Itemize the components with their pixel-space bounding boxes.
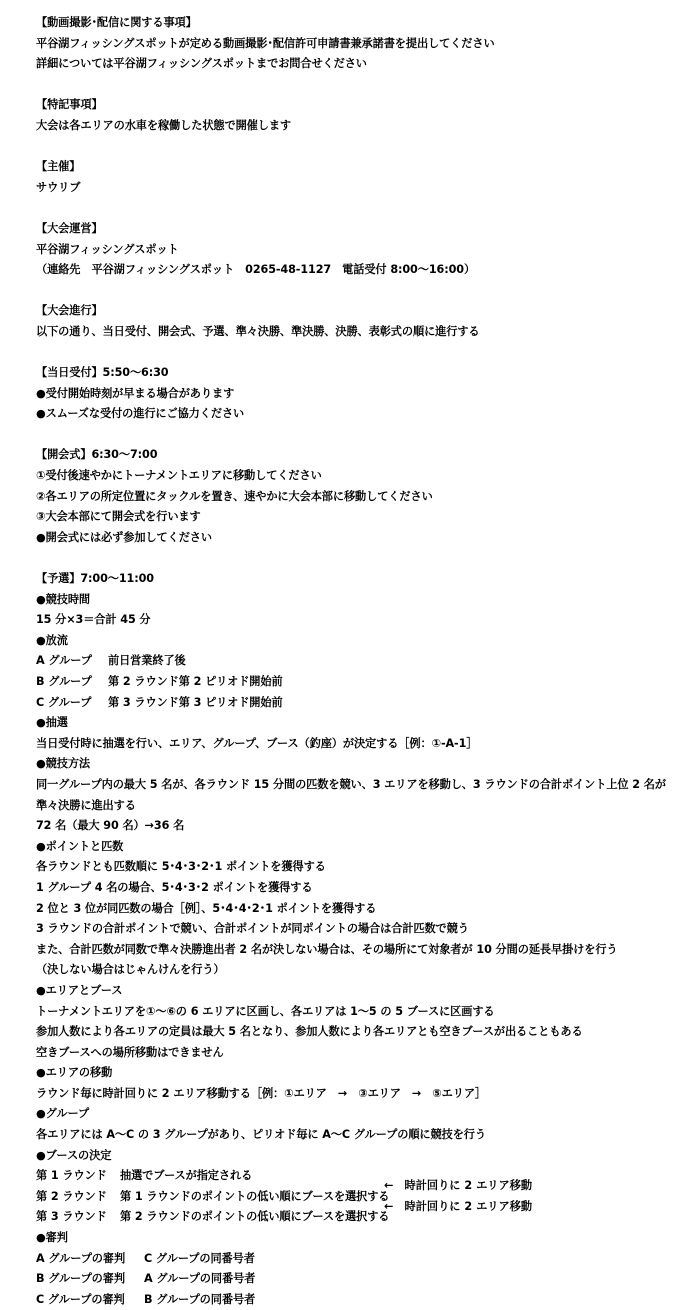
booth-row bbox=[36, 1187, 676, 1208]
opening-line-4: ●開会式には必ず参加してください bbox=[36, 530, 212, 544]
points-line-4: 3 ラウンドの合計ポイントで競い、合計ポイントが同ポイントの場合は合計匹数で競う bbox=[36, 922, 469, 936]
section-heading-opening: 【開会式】6:30～7:00 bbox=[36, 448, 158, 462]
points-line-2: 1 グループ 4 名の場合、5･4･3･2 ポイントを獲得する bbox=[36, 880, 313, 894]
reception-line-1: ●受付開始時刻が早まる場合があります bbox=[36, 386, 235, 400]
booth-round: 第 2 ラウンド bbox=[36, 1189, 107, 1203]
release-row bbox=[36, 672, 676, 693]
release-group: C グループ bbox=[36, 695, 92, 709]
booth-row bbox=[36, 1207, 676, 1228]
points-line-6: （決しない場合はじゃんけんを行う） bbox=[36, 963, 225, 977]
organizer-name: サウリブ bbox=[36, 180, 81, 194]
section-heading-organizer: 【主催】 bbox=[36, 160, 81, 174]
release-text: 第 2 ラウンド第 2 ピリオド開始前 bbox=[108, 675, 283, 688]
group-title: ●グループ bbox=[36, 1107, 90, 1121]
release-text: 前日営業終了後 bbox=[108, 654, 186, 668]
points-line-1: 各ラウンドとも匹数順に 5･4･3･2･1 ポイントを獲得する bbox=[36, 860, 326, 874]
judge-title: ●審判 bbox=[36, 1231, 68, 1245]
judge-text: B グループの同番号者 bbox=[144, 1292, 256, 1306]
judge-text: C グループの同番号者 bbox=[144, 1251, 255, 1265]
area-line-2: 参加人数により各エリアの定員は最大 5 名となり、参加人数により各エリアとも空きブースが出ることもある bbox=[36, 1025, 583, 1039]
judge-row bbox=[36, 1269, 676, 1290]
judge-group: C グループの審判 bbox=[36, 1292, 125, 1306]
area-title: ●エリアとブース bbox=[36, 983, 123, 997]
judge-row bbox=[36, 1290, 676, 1310]
section-heading-filming: 【動画撮影･配信に関する事項】 bbox=[36, 16, 197, 29]
booth-text: 抽選でブースが指定される bbox=[120, 1169, 253, 1183]
release-row bbox=[36, 651, 676, 672]
release-text: 第 3 ラウンド第 3 ピリオド開始前 bbox=[108, 695, 283, 709]
judge-row bbox=[36, 1249, 676, 1270]
section-heading-progress: 【大会進行】 bbox=[36, 304, 103, 318]
method-line-3: 72 名（最大 90 名）→36 名 bbox=[36, 819, 185, 833]
booth-move-note: ← 時計回りに 2 エリア移動 bbox=[384, 1200, 533, 1214]
method-line-2: 準々決勝に進出する bbox=[36, 798, 136, 812]
opening-line-1: ①受付後速やかにトーナメントエリアに移動してください bbox=[36, 469, 322, 483]
booth-text: 第 2 ラウンドのポイントの低い順にブースを選択する bbox=[120, 1210, 390, 1224]
release-group: B グループ bbox=[36, 675, 92, 688]
qualifier-time-value: 15 分×3＝合計 45 分 bbox=[36, 613, 151, 627]
area-line-3: 空きブースへの場所移動はできません bbox=[36, 1045, 224, 1059]
notes-line-1: 大会は各エリアの水車を稼働した状態で開催します bbox=[36, 118, 292, 132]
section-heading-qualifier: 【予選】7:00～11:00 bbox=[36, 572, 154, 586]
group-text: 各エリアには A～C の 3 グループがあり、ピリオド毎に A～C グループの順に競技を行う bbox=[36, 1128, 486, 1142]
move-text: ラウンド毎に時計回りに 2 エリア移動する［例：①エリア → ③エリア → ⑤エリア］ bbox=[36, 1086, 487, 1100]
operation-contact: （連絡先 平谷湖フィッシングスポット 0265-48-1127 電話受付 8:00～16:00） bbox=[36, 263, 476, 277]
points-line-5: また、合計匹数が同数で準々決勝進出者 2 名が決しない場合は、その場所にて対象者が 10 分間の延長早掛けを行う bbox=[36, 942, 618, 956]
opening-line-3: ③大会本部にて開会式を行います bbox=[36, 510, 201, 524]
regulation-document bbox=[36, 13, 676, 1310]
filming-line-1: 平谷湖フィッシングスポットが定める動画撮影･配信許可申請書兼承諾書を提出してください bbox=[36, 36, 495, 50]
filming-line-2: 詳細については平谷湖フィッシングスポットまでお問合せください bbox=[36, 57, 367, 71]
booth-title: ●ブースの決定 bbox=[36, 1148, 112, 1162]
booth-round: 第 3 ラウンド bbox=[36, 1210, 107, 1224]
booth-table bbox=[36, 1166, 676, 1228]
move-title: ●エリアの移動 bbox=[36, 1066, 113, 1080]
reception-line-2: ●スムーズな受付の進行にご協力ください bbox=[36, 407, 245, 421]
booth-round: 第 1 ラウンド bbox=[36, 1169, 107, 1183]
section-heading-notes: 【特記事項】 bbox=[36, 98, 103, 112]
points-title: ●ポイントと匹数 bbox=[36, 839, 124, 853]
draw-text: 当日受付時に抽選を行い、エリア、グループ、ブース（釣座）が決定する［例：①-A-1］ bbox=[36, 736, 478, 750]
opening-line-2: ②各エリアの所定位置にタックルを置き、速やかに大会本部に移動してください bbox=[36, 489, 433, 503]
method-title: ●競技方法 bbox=[36, 757, 91, 771]
section-heading-operation: 【大会運営】 bbox=[36, 221, 103, 235]
release-row bbox=[36, 693, 676, 714]
release-group: A グループ bbox=[36, 654, 92, 668]
qualifier-time-title: ●競技時間 bbox=[36, 592, 91, 606]
judge-group: B グループの審判 bbox=[36, 1272, 125, 1286]
section-heading-reception: 【当日受付】5:50～6:30 bbox=[36, 366, 169, 380]
draw-title: ●抽選 bbox=[36, 716, 68, 730]
booth-row bbox=[36, 1166, 676, 1187]
judge-text: A グループの同番号者 bbox=[144, 1272, 256, 1286]
booth-text: 第 1 ラウンドのポイントの低い順にブースを選択する bbox=[120, 1189, 390, 1203]
method-line-1: 同一グループ内の最大 5 名が、各ラウンド 15 分間の匹数を競い、3 エリアを移動し、3 ラウンドの合計ポイント上位 2 名が bbox=[36, 777, 666, 791]
judge-group: A グループの審判 bbox=[36, 1251, 126, 1265]
area-line-1: トーナメントエリアを①～⑥の 6 エリアに区画し、各エリアは 1～5 の 5 ブースに区画する bbox=[36, 1004, 495, 1018]
release-title: ●放流 bbox=[36, 633, 68, 647]
operation-line-1: 平谷湖フィッシングスポット bbox=[36, 242, 179, 256]
booth-move-note: ← 時計回りに 2 エリア移動 bbox=[384, 1179, 533, 1193]
points-line-3: 2 位と 3 位が同匹数の場合［例］、5･4･4･2･1 ポイントを獲得する bbox=[36, 901, 377, 915]
progress-line-1: 以下の通り、当日受付、開会式、予選、準々決勝、準決勝、決勝、表彰式の順に進行する bbox=[36, 324, 480, 338]
